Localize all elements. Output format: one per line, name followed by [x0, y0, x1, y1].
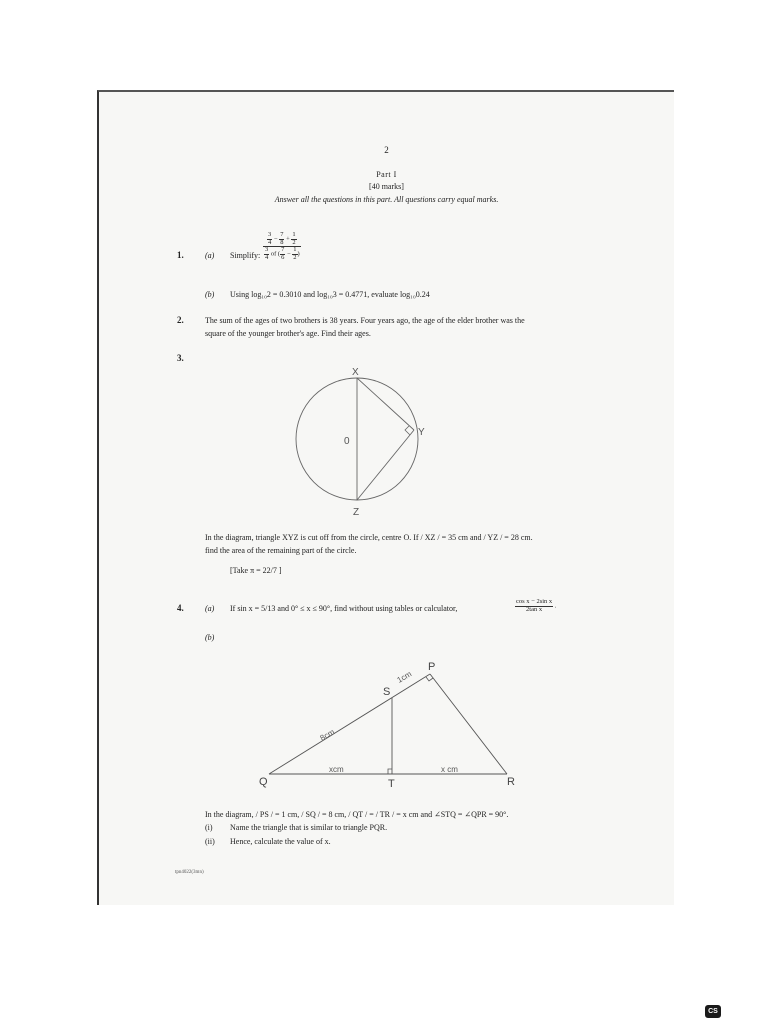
camscanner-badge-icon: CS: [705, 1005, 721, 1018]
q4-expression-denominator: 2tan x: [526, 605, 543, 613]
similar-triangles-diagram: [259, 657, 524, 792]
q4-i-text: Name the triangle that is similar to triangle PQR.: [230, 823, 388, 832]
q4-expression: $\frac{\text{cos x − 2sin x}}{\text{2tan x}}$ .: [516, 598, 557, 613]
q1-part-b-label: (b): [205, 290, 215, 299]
label-p: P: [428, 661, 436, 673]
label-q: Q: [259, 776, 268, 788]
question-number-1: 1.: [177, 250, 184, 260]
q3-text-line-1: In the diagram, triangle XYZ is cut off from the circle, centre O. If / XZ / = 35 cm and / YZ / = 28 cm.: [205, 533, 533, 542]
q2-text-line-2: square of the younger brother's age. Find their ages.: [205, 329, 371, 338]
label-y: Y: [418, 427, 425, 438]
instructions: Answer all the questions in this part. All questions carry equal marks.: [274, 195, 499, 204]
side-xy: [357, 378, 414, 430]
label-s: S: [383, 686, 391, 698]
right-angle-marker-t: [388, 769, 392, 774]
q1-part-a-label: (a): [205, 251, 215, 260]
q4-text-line-1: In the diagram, / PS / = 1 cm, / SQ / = 8 cm, / QT / = / TR / = x cm and ∠STQ = ∠QPR = 90°.: [205, 810, 509, 819]
label-r: R: [507, 776, 515, 788]
circle-triangle-diagram: [284, 357, 444, 522]
question-number-4: 4.: [177, 603, 184, 613]
q1-fraction-expression: $\frac{3}{4}$ − $\frac{7}{8}$ + $\frac{1}{2}$ $\frac{3}{4}$ of ( $\frac{7}{6}$ − $\frac{1}{2}$ ): [265, 231, 300, 261]
q1-part-a-text: Simplify:: [230, 251, 261, 260]
label-t: T: [388, 778, 395, 790]
q4-part-a-text: If sin x = 5/13 and 0° ≤ x ≤ 90°, find without using tables or calculator,: [230, 604, 458, 613]
q2-text-line-1: The sum of the ages of two brothers is 38 years. Four years ago, the age of the elder brother was the: [205, 316, 525, 325]
marks-text: [40 marks]: [369, 182, 404, 191]
side-pr: [430, 674, 507, 774]
right-angle-marker-p: [426, 677, 433, 681]
question-number-3: 3.: [177, 353, 184, 363]
q4-ii-text: Hence, calculate the value of x.: [230, 837, 331, 846]
right-angle-marker-y: [405, 426, 410, 435]
q4-i-label: (i): [205, 823, 213, 832]
q4-part-a-label: (a): [205, 604, 215, 613]
q3-take-pi: [Take π = 22/7 ]: [230, 566, 282, 575]
label-o: 0: [344, 436, 350, 447]
q4-ii-label: (ii): [205, 837, 215, 846]
label-qt-length: xcm: [329, 765, 344, 774]
side-qp: [269, 674, 430, 774]
part-title: Part I: [376, 170, 397, 179]
label-sq-length: 8cm: [318, 727, 337, 743]
q1-part-b-text: Using log₁₀2 = 0.3010 and log₁₀3 = 0.4771, evaluate log₁₀0.24: [230, 290, 430, 299]
q4-part-b-label: (b): [205, 633, 215, 642]
exam-page: [97, 90, 674, 905]
page-number: 2: [384, 145, 389, 155]
label-z: Z: [353, 507, 360, 518]
q3-text-line-2: find the area of the remaining part of the circle.: [205, 546, 357, 555]
side-yz: [357, 430, 414, 500]
footer-code: tpn4022(3mn): [175, 870, 204, 875]
label-x: X: [352, 367, 359, 378]
label-tr-length: x cm: [441, 765, 458, 774]
question-number-2: 2.: [177, 315, 184, 325]
label-ps-length: 1cm: [395, 669, 414, 685]
q4-expression-numerator: cos x − 2sin x: [516, 598, 553, 605]
